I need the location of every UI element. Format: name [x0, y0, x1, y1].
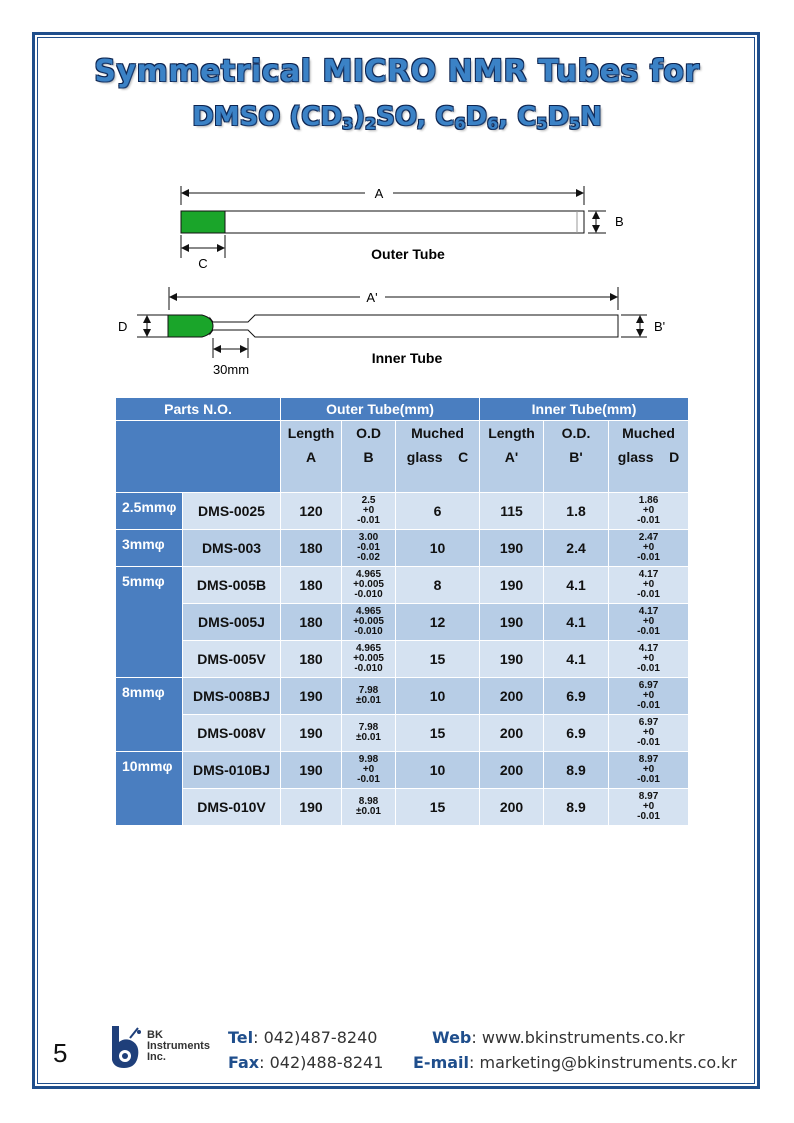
inner-muched-glass: 4.17 +0 -0.01	[609, 567, 689, 604]
table-row	[116, 493, 689, 530]
email-link[interactable]: marketing@bkinstruments.co.kr	[479, 1053, 737, 1072]
inner-tube-green-section	[168, 315, 213, 337]
outer-muched-glass: 10	[396, 530, 480, 567]
page-subtitle: DMSO $(CD_3)_2SO$, $C_6D_6$, $C_5D_5N$	[192, 102, 602, 133]
header-parts: Parts N.O.	[116, 398, 281, 421]
part-number: DMS-010V	[183, 789, 281, 826]
tel-line: Tel: 042)487-8240	[228, 1028, 378, 1047]
outer-muched-glass: 6	[396, 493, 480, 530]
outer-length: 190	[281, 678, 342, 715]
header-parts-spacer	[116, 421, 281, 493]
email-line: E-mail: marketing@bkinstruments.co.kr	[413, 1053, 737, 1072]
outer-tube-label: Outer Tube	[371, 246, 445, 262]
outer-od: 7.98 ±0.01	[342, 678, 396, 715]
table-row	[116, 567, 689, 604]
outer-muched-glass: 12	[396, 604, 480, 641]
outer-muched-glass: 8	[396, 567, 480, 604]
inner-length: 190	[480, 641, 544, 678]
inner-od: 4.1	[544, 641, 609, 678]
inner-length: 200	[480, 678, 544, 715]
dim-b-label: B	[615, 214, 624, 229]
inner-length: 200	[480, 789, 544, 826]
dim-c-label: C	[198, 256, 208, 271]
page-number: 5	[53, 1038, 68, 1068]
header-length-a2: Length A'	[480, 421, 544, 493]
inner-od: 6.9	[544, 715, 609, 752]
web-link[interactable]: www.bkinstruments.co.kr	[481, 1028, 685, 1047]
part-number: DMS-010BJ	[183, 752, 281, 789]
outer-od: 4.965 +0.005 -0.010	[342, 567, 396, 604]
inner-length: 190	[480, 567, 544, 604]
table-row	[116, 604, 689, 641]
table-row	[116, 752, 689, 789]
size-category: 8mmφ	[116, 678, 183, 752]
inner-tube-drawing	[118, 287, 665, 377]
inner-length: 190	[480, 530, 544, 567]
header-length-a: Length A	[281, 421, 342, 493]
outer-length: 180	[281, 604, 342, 641]
table-row	[116, 789, 689, 826]
dim-a-label: A	[374, 186, 384, 201]
outer-muched-glass: 15	[396, 789, 480, 826]
outer-length: 180	[281, 641, 342, 678]
outer-length: 180	[281, 530, 342, 567]
part-number: DMS-005V	[183, 641, 281, 678]
dim-b2-label: B'	[654, 319, 666, 334]
outer-tube-green-section	[181, 211, 225, 233]
header-muched-c: Muched glass C	[396, 421, 480, 493]
inner-length: 190	[480, 604, 544, 641]
inner-od: 4.1	[544, 567, 609, 604]
outer-length: 190	[281, 752, 342, 789]
page-title: Symmetrical MICRO NMR Tubes for	[94, 54, 700, 89]
inner-length: 200	[480, 752, 544, 789]
part-number: DMS-0025	[183, 493, 281, 530]
table-row	[116, 530, 689, 567]
header-muched-d: Muched glass D	[609, 421, 689, 493]
size-category: 3mmφ	[116, 530, 183, 567]
header-inner-tube: Inner Tube(mm)	[480, 398, 689, 421]
part-number: DMS-005J	[183, 604, 281, 641]
table-row	[116, 678, 689, 715]
dim-a2-label: A'	[366, 290, 378, 305]
header-od-b2: O.D. B'	[544, 421, 609, 493]
outer-length: 190	[281, 715, 342, 752]
dim-d-label: D	[118, 319, 128, 334]
tube-diagram	[0, 0, 794, 390]
spec-table	[115, 397, 689, 826]
outer-od: 4.965 +0.005 -0.010	[342, 604, 396, 641]
inner-muched-glass: 8.97 +0 -0.01	[609, 789, 689, 826]
outer-length: 190	[281, 789, 342, 826]
part-number: DMS-008V	[183, 715, 281, 752]
part-number: DMS-003	[183, 530, 281, 567]
outer-length: 120	[281, 493, 342, 530]
outer-od: 7.98 ±0.01	[342, 715, 396, 752]
inner-tube-label: Inner Tube	[371, 350, 443, 366]
logo-text: BK Instruments Inc.	[147, 1029, 210, 1063]
table-row	[116, 641, 689, 678]
inner-length: 200	[480, 715, 544, 752]
size-category: 10mmφ	[116, 752, 183, 826]
inner-od: 8.9	[544, 752, 609, 789]
dim-30mm-label: 30mm	[212, 362, 250, 377]
size-category: 5mmφ	[116, 567, 183, 678]
fax-line: Fax: 042)488-8241	[228, 1053, 384, 1072]
outer-od: 9.98 +0 -0.01	[342, 752, 396, 789]
inner-muched-glass: 6.97 +0 -0.01	[609, 678, 689, 715]
size-category: 2.5mmφ	[116, 493, 183, 530]
inner-od: 1.8	[544, 493, 609, 530]
outer-od: 8.98 ±0.01	[342, 789, 396, 826]
inner-muched-glass: 8.97 +0 -0.01	[609, 752, 689, 789]
outer-muched-glass: 10	[396, 752, 480, 789]
header-outer-tube: Outer Tube(mm)	[281, 398, 480, 421]
inner-od: 4.1	[544, 604, 609, 641]
inner-od: 8.9	[544, 789, 609, 826]
outer-muched-glass: 15	[396, 641, 480, 678]
outer-muched-glass: 10	[396, 678, 480, 715]
inner-muched-glass: 1.86 +0 -0.01	[609, 493, 689, 530]
outer-length: 180	[281, 567, 342, 604]
outer-od: 2.5 +0 -0.01	[342, 493, 396, 530]
inner-length: 115	[480, 493, 544, 530]
outer-od: 4.965 +0.005 -0.010	[342, 641, 396, 678]
table-row	[116, 715, 689, 752]
outer-od: 3.00 -0.01 -0.02	[342, 530, 396, 567]
inner-od: 2.4	[544, 530, 609, 567]
web-line: Web: www.bkinstruments.co.kr	[432, 1028, 685, 1047]
part-number: DMS-005B	[183, 567, 281, 604]
outer-muched-glass: 15	[396, 715, 480, 752]
header-od-b: O.D B	[342, 421, 396, 493]
inner-muched-glass: 4.17 +0 -0.01	[609, 641, 689, 678]
inner-od: 6.9	[544, 678, 609, 715]
inner-muched-glass: 2.47 +0 -0.01	[609, 530, 689, 567]
outer-tube-drawing	[181, 186, 624, 271]
inner-muched-glass: 6.97 +0 -0.01	[609, 715, 689, 752]
part-number: DMS-008BJ	[183, 678, 281, 715]
inner-muched-glass: 4.17 +0 -0.01	[609, 604, 689, 641]
